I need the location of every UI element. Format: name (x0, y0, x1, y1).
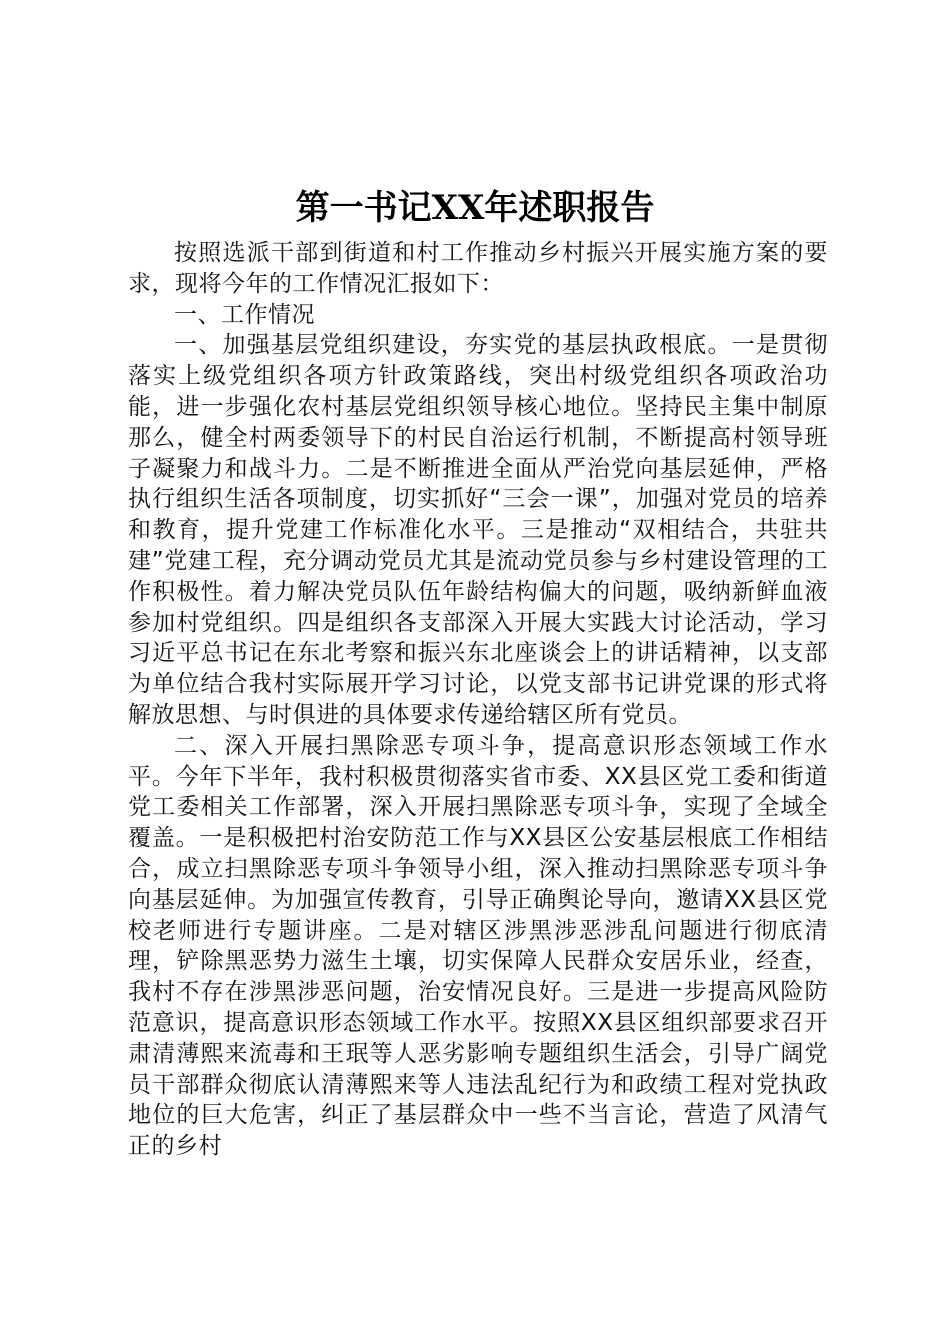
document-title: 第一书记XX年述职报告 (295, 188, 655, 228)
paragraph-party-building: 一、加强基层党组织建设，夯实党的基层执政根底。一是贯彻落实上级党组织各项方针政策路线，突出村级党组织各项政治功能，进一步强化农村基层党组织领导核心地位。坚持民主集中制原那么，健全村两委领导下的村民自治运行机制，不断提高村领导班子凝聚力和战斗力。二是不断推进全面从严治党向基层延伸，严格执行组织生活各项制度，切实抓好“三会一课”，加强对党员的培养和教育，提升党建工作标准化水平。三是推动“双相结合，共驻共建”党建工程，充分调动党员尤其是流动党员参与乡村建设管理的工作积极性。着力解决党员队伍年龄结构偏大的问题，吸纳新鲜血液参加村党组织。四是组织各支部深入开展大实践大讨论活动，学习习近平总书记在东北考察和振兴东北座谈会上的讲话精神，以支部为单位结合我村实际展开学习讨论，以党支部书记讲党课的形式将解放思想、与时俱进的具体要求传递给辖区所有党员。 (128, 332, 828, 728)
document-body (128, 238, 828, 1162)
paragraph-intro: 按照选派干部到街道和村工作推动乡村振兴开展实施方案的要求，现将今年的工作情况汇报如下： (128, 240, 828, 297)
paragraph-anti-crime-campaign: 二、深入开展扫黑除恶专项斗争，提高意识形态领域工作水平。今年下半年，我村积极贯彻落实省市委、XX县区党工委和街道党工委相关工作部署，深入开展扫黑除恶专项斗争，实现了全域全覆盖。一是积极把村治安防范工作与XX县区公安基层根底工作相结合，成立扫黑除恶专项斗争领导小组，深入推动扫黑除恶专项斗争向基层延伸。为加强宣传教育，引导正确舆论导向，邀请XX县区党校老师进行专题讲座。二是对辖区涉黑涉恶涉乱问题进行彻底清理，铲除黑恶势力滋生土壤，切实保障人民群众安居乐业，经查，我村不存在涉黑涉恶问题，治安情况良好。三是进一步提高风险防范意识，提高意识形态领域工作水平。按照XX县区组织部要求召开肃清薄熙来流毒和王珉等人恶劣影响专题组织生活会，引导广阔党员干部群众彻底认清薄熙来等人违法乱纪行为和政绩工程对党执政地位的巨大危害，纠正了基层群众中一些不当言论，营造了风清气正的乡村 (128, 732, 828, 1160)
section-heading-work-status: 一、工作情况 (174, 301, 315, 328)
